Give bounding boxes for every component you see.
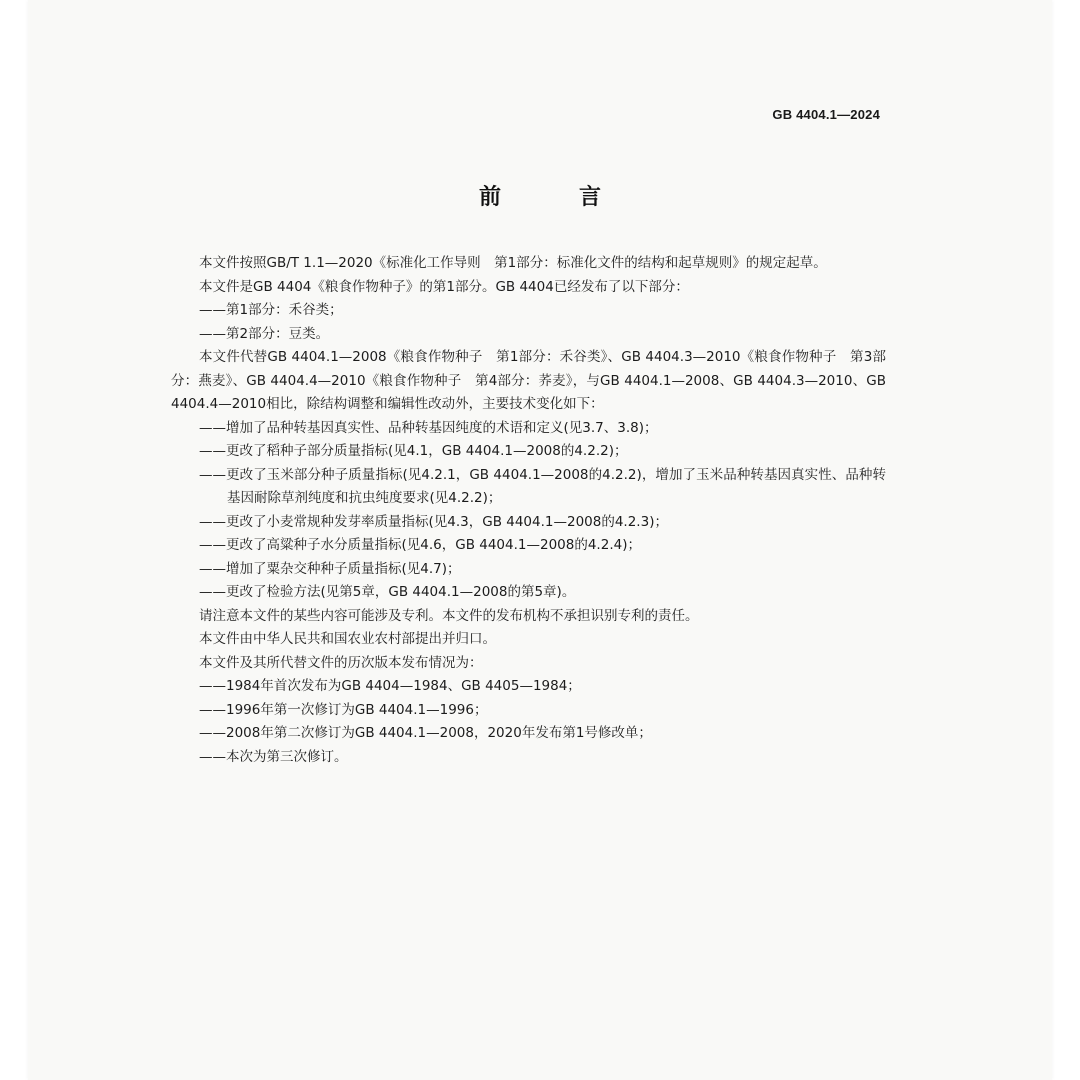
paragraph: 本文件由中华人民共和国农业农村部提出并归口。 [199, 631, 496, 647]
list-item: ——更改了高粱种子水分质量指标(见4.6，GB 4404.1—2008的4.2.4)； [199, 537, 641, 553]
paragraph: 本文件及其所代替文件的历次版本发布情况为： [199, 654, 483, 671]
standard-number: GB 4404.1—2024 [772, 107, 880, 122]
list-item: ——更改了稻种子部分质量指标(见4.1，GB 4404.1—2008的4.2.2)； [199, 443, 628, 459]
paragraph: 本文件按照GB/T 1.1—2020《标准化工作导则 第1部分：标准化文件的结构和起草规则》的规定起草。 [199, 255, 827, 271]
paragraph: 本文件是GB 4404《粮食作物种子》的第1部分。GB 4404已经发布了以下部分： [199, 278, 689, 295]
paragraph: 本文件代替GB 4404.1—2008《粮食作物种子 第1部分：禾谷类》、GB 4404.3—2010《粮食作物种子 第3部分：燕麦》、GB 4404.4—2010《粮食作物种子 第4部分：荞麦》，与GB 4404.1—2008、GB 4404.3—2010、GB 4404.4—2010相比，除结构调整和编辑性改动外，主要技术变化如下： [171, 349, 886, 412]
list-item: ——第2部分：豆类。 [199, 325, 330, 342]
page-title: 前 言 [478, 185, 629, 210]
list-item: ——1996年第一次修订为GB 4404.1—1996； [199, 701, 488, 718]
list-item: ——增加了粟杂交种种子质量指标(见4.7)； [199, 560, 461, 577]
list-item: ——1984年首次发布为GB 4404—1984、GB 4405—1984； [199, 678, 581, 694]
list-item: ——本次为第三次修订。 [199, 748, 348, 765]
list-item: ——更改了玉米部分种子质量指标(见4.2.1，GB 4404.1—2008的4.2.2)，增加了玉米品种转基因真实性、品种转基因耐除草剂纯度和抗虫纯度要求(见4.2.2)； [199, 466, 886, 506]
list-item: ——更改了小麦常规种发芽率质量指标(见4.3，GB 4404.1—2008的4.2.3)； [199, 513, 668, 530]
list-item: ——第1部分：禾谷类； [199, 302, 343, 318]
paragraph: 请注意本文件的某些内容可能涉及专利。本文件的发布机构不承担识别专利的责任。 [199, 607, 699, 624]
foreword-body [171, 252, 886, 769]
list-item: ——更改了检验方法(见第5章，GB 4404.1—2008的第5章)。 [199, 584, 576, 600]
list-item: ——增加了品种转基因真实性、品种转基因纯度的术语和定义(见3.7、3.8)； [199, 419, 658, 436]
list-item: ——2008年第二次修订为GB 4404.1—2008，2020年发布第1号修改单； [199, 725, 652, 741]
